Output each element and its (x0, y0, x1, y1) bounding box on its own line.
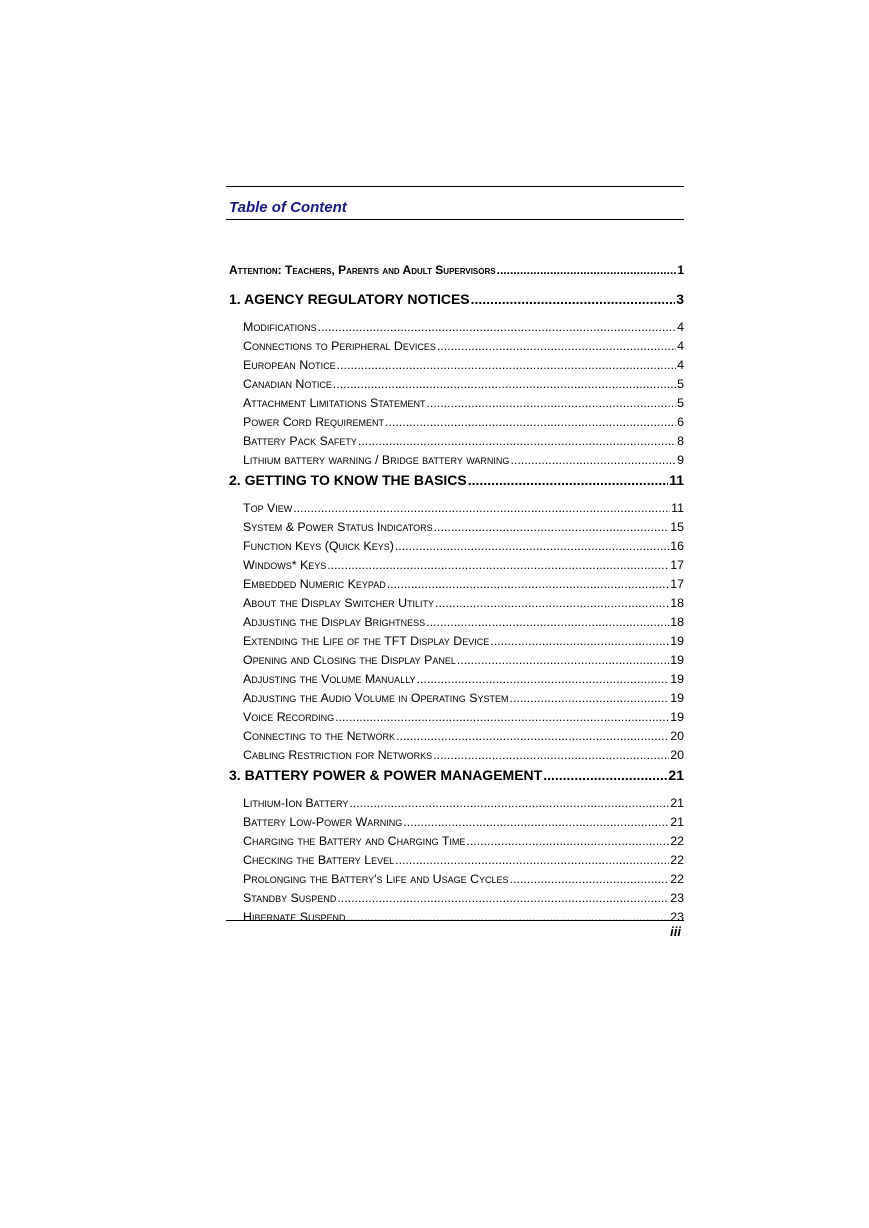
dot-leader (471, 291, 676, 307)
toc-entry-page: 4 (677, 358, 684, 372)
toc-subentry[interactable] (226, 520, 684, 534)
toc-subentry[interactable] (226, 558, 684, 572)
dot-leader (333, 377, 676, 391)
toc-entry-page: 23 (670, 891, 684, 905)
toc-entry-page: 18 (670, 615, 684, 629)
dot-leader (426, 615, 669, 629)
dot-leader (437, 339, 676, 353)
dot-leader (395, 539, 669, 553)
toc-entry-label: Checking the Battery Level (243, 853, 395, 867)
toc-entry[interactable] (226, 767, 684, 783)
toc-entry-label: European Notice (243, 358, 336, 372)
toc-subentry[interactable] (226, 339, 684, 353)
dot-leader (433, 748, 669, 762)
toc-entry-label: Battery Low-Power Warning (243, 815, 403, 829)
toc-subentry[interactable] (226, 501, 684, 515)
toc-entry-page: 15 (670, 520, 684, 534)
toc-subentry[interactable] (226, 539, 684, 553)
toc-subentry[interactable] (226, 691, 684, 705)
toc-page (226, 186, 684, 939)
toc-subentry[interactable] (226, 320, 684, 334)
toc-entry-page: 22 (670, 853, 684, 867)
toc-entry-label: Lithium battery warning / Bridge battery warning (243, 453, 510, 467)
toc-entry-label: Prolonging the Battery's Life and Usage Cycles (243, 872, 509, 886)
title-row (226, 187, 684, 219)
dot-leader (335, 710, 669, 724)
toc-subentry[interactable] (226, 910, 684, 924)
toc-entry-label: Battery Pack Safety (243, 434, 357, 448)
toc-entry-page: 1 (677, 263, 684, 277)
toc-subentry[interactable] (226, 653, 684, 667)
toc-entry-label: Charging the Battery and Charging Time (243, 834, 466, 848)
dot-leader (426, 396, 676, 410)
toc-entry-page: 11 (669, 472, 684, 488)
title-rule (226, 219, 684, 220)
toc-entry-label: System & Power Status Indicators (243, 520, 433, 534)
dot-leader (434, 520, 670, 534)
toc-entry-label: Canadian Notice (243, 377, 332, 391)
toc-entry-label: Function Keys (Quick Keys) (243, 539, 394, 553)
toc-entry-page: 22 (670, 872, 684, 886)
toc-subentry[interactable] (226, 853, 684, 867)
toc-entry-label: About the Display Switcher Utility (243, 596, 435, 610)
toc-entry-page: 17 (670, 577, 684, 591)
dot-leader (403, 815, 669, 829)
dot-leader (318, 320, 676, 334)
toc-subentry[interactable] (226, 672, 684, 686)
toc-subentry[interactable] (226, 596, 684, 610)
dot-leader (327, 558, 669, 572)
toc-entry-page: 23 (670, 910, 684, 924)
dot-leader (435, 596, 669, 610)
toc-entry-page: 19 (670, 672, 684, 686)
toc-entry-label: Connections to Peripheral Devices (243, 339, 436, 353)
toc-entry-page: 11 (671, 501, 684, 515)
dot-leader (510, 453, 676, 467)
toc-entry-label: Adjusting the Volume Manually (243, 672, 416, 686)
toc-entry-page: 16 (670, 539, 684, 553)
toc-subentry[interactable] (226, 748, 684, 762)
toc-entry-label: Windows* Keys (243, 558, 327, 572)
toc-subentry[interactable] (226, 615, 684, 629)
toc-entry-label: Lithium-Ion Battery (243, 796, 349, 810)
toc-entry-page: 21 (670, 815, 684, 829)
toc-entry-page: 19 (670, 710, 684, 724)
toc-entry-page: 20 (670, 748, 684, 762)
toc-subentry[interactable] (226, 891, 684, 905)
toc-entry-label: 1. AGENCY REGULATORY NOTICES (229, 291, 470, 307)
dot-leader (385, 415, 676, 429)
dot-leader (293, 501, 670, 515)
toc-entry-page: 4 (677, 339, 684, 353)
toc-entry-label: Adjusting the Audio Volume in Operating System (243, 691, 509, 705)
dot-leader (347, 910, 670, 924)
toc-subentry[interactable] (226, 453, 684, 467)
toc-entry[interactable] (226, 291, 684, 307)
toc-subentry[interactable] (226, 577, 684, 591)
toc-entry-label: 3. BATTERY POWER & POWER MANAGEMENT (229, 767, 543, 783)
dot-leader (468, 472, 668, 488)
dot-leader (358, 434, 676, 448)
toc-subentry[interactable] (226, 815, 684, 829)
toc-entry-page: 6 (677, 415, 684, 429)
dot-leader (349, 796, 669, 810)
toc-entry-label: Opening and Closing the Display Panel (243, 653, 456, 667)
toc-entry-page: 3 (676, 291, 684, 307)
dot-leader (337, 358, 676, 372)
page-number: iii (670, 924, 681, 939)
toc-entry-page: 20 (670, 729, 684, 743)
toc-subentry[interactable] (226, 796, 684, 810)
toc-entry-label: Embedded Numeric Keypad (243, 577, 386, 591)
toc-entry-page: 21 (670, 796, 684, 810)
toc-entry-page: 21 (668, 767, 684, 783)
dot-leader (395, 853, 669, 867)
dot-leader (466, 834, 669, 848)
toc-subentry[interactable] (226, 634, 684, 648)
dot-leader (396, 729, 669, 743)
toc-entry-page: 18 (670, 596, 684, 610)
toc-entry-page: 17 (670, 558, 684, 572)
dot-leader (510, 872, 670, 886)
toc-subentry[interactable] (226, 358, 684, 372)
dot-leader (497, 263, 677, 277)
toc-entry-label: Cabling Restriction for Networks (243, 748, 433, 762)
toc-entry-page: 22 (670, 834, 684, 848)
dot-leader (510, 691, 670, 705)
toc-entry-label: Standby Suspend (243, 891, 337, 905)
toc-entry-page: 19 (670, 653, 684, 667)
page-title: Table of Content (229, 199, 347, 216)
toc-entry-page: 5 (677, 396, 684, 410)
dot-leader (337, 891, 669, 905)
toc-entry-label: Power Cord Requirement (243, 415, 385, 429)
toc-subentry[interactable] (226, 396, 684, 410)
toc-entry[interactable] (226, 472, 684, 488)
dot-leader (387, 577, 669, 591)
toc-subentry[interactable] (226, 710, 684, 724)
toc-entry-page: 8 (677, 434, 684, 448)
toc-entry-label: 2. GETTING TO KNOW THE BASICS (229, 472, 467, 488)
toc-entry-label: Adjusting the Display Brightness (243, 615, 426, 629)
toc-entry-label: Attention: Teachers, Parents and Adult Supervisors (229, 263, 496, 277)
toc-subentry[interactable] (226, 434, 684, 448)
footer (226, 920, 684, 939)
toc-entry[interactable] (226, 263, 684, 277)
toc-entry-label: Extending the Life of the TFT Display Device (243, 634, 490, 648)
toc-subentry[interactable] (226, 729, 684, 743)
toc-entry-page: 19 (670, 634, 684, 648)
toc-entry-label: Voice Recording (243, 710, 335, 724)
toc-subentry[interactable] (226, 377, 684, 391)
toc-entry-label: Hibernate Suspend (243, 910, 346, 924)
dot-leader (490, 634, 669, 648)
toc-entry-page: 4 (677, 320, 684, 334)
toc-entry-page: 9 (677, 453, 684, 467)
toc-entry-page: 5 (677, 377, 684, 391)
toc-entry-label: Modifications (243, 320, 317, 334)
toc-subentry[interactable] (226, 872, 684, 886)
bottom-rule (226, 920, 684, 921)
toc-subentry[interactable] (226, 834, 684, 848)
toc-entry-label: Top View (243, 501, 293, 515)
dot-leader (543, 767, 667, 783)
dot-leader (457, 653, 669, 667)
toc-entry-page: 19 (670, 691, 684, 705)
toc-subentry[interactable] (226, 415, 684, 429)
dot-leader (417, 672, 670, 686)
toc-entry-label: Attachment Limitations Statement (243, 396, 426, 410)
toc-entry-label: Connecting to the Network (243, 729, 396, 743)
